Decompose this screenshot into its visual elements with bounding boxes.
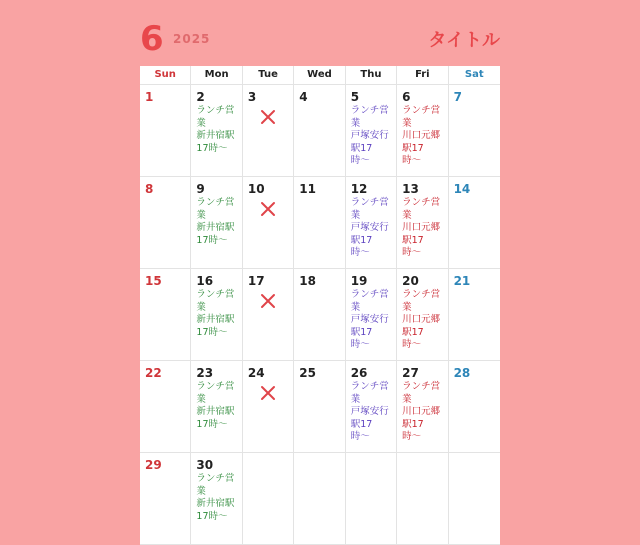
event-text: 川口元郷 xyxy=(402,222,441,233)
week-row xyxy=(140,361,500,453)
day-cell xyxy=(294,177,345,268)
event-text: 業 xyxy=(350,393,361,405)
event-text: 駅17 xyxy=(402,142,424,154)
day-cell xyxy=(397,177,448,268)
event-text: 17時〜 xyxy=(196,234,228,246)
x-mark-icon xyxy=(260,385,276,401)
event-text: 時〜 xyxy=(402,339,422,350)
calendar-grid xyxy=(140,66,500,545)
day-cell xyxy=(346,85,397,176)
event-text: 時〜 xyxy=(350,339,370,350)
day-number: 28 xyxy=(453,366,471,380)
event-text: ランチ営 xyxy=(196,105,235,116)
day-number: 18 xyxy=(299,274,316,288)
event-text: 業 xyxy=(196,485,206,497)
event-text: 業 xyxy=(350,117,361,129)
day-cell xyxy=(294,269,345,360)
day-number: 27 xyxy=(402,366,419,380)
week-row xyxy=(140,453,500,545)
day-cell xyxy=(243,361,294,452)
event-text: 時〜 xyxy=(350,431,370,442)
event-text: 時〜 xyxy=(402,431,422,442)
day-cell xyxy=(191,269,242,360)
day-cell xyxy=(191,85,242,176)
event-text: 業 xyxy=(402,301,412,313)
event-text: 駅17 xyxy=(350,142,373,154)
x-mark-icon xyxy=(260,293,276,309)
weekday-thu: Thu xyxy=(346,66,397,84)
day-number: 14 xyxy=(453,182,471,196)
day-number: 24 xyxy=(247,366,265,380)
day-cell xyxy=(346,177,397,268)
event-text: ランチ営 xyxy=(402,197,441,208)
day-cell xyxy=(449,453,500,544)
weekday-header-row xyxy=(140,66,500,85)
event-text: 業 xyxy=(196,393,206,405)
event-text: 業 xyxy=(350,301,361,313)
day-cell xyxy=(294,361,345,452)
event-text: 戸塚安行 xyxy=(350,406,389,417)
day-cell xyxy=(449,361,500,452)
week-row xyxy=(140,85,500,177)
event-text: 駅17 xyxy=(402,418,424,430)
day-cell xyxy=(140,85,191,176)
page-title: タイトル xyxy=(428,30,500,51)
event-text: ランチ営 xyxy=(196,289,235,300)
event-text: 時〜 xyxy=(402,155,422,166)
week-row xyxy=(140,177,500,269)
event-text: ランチ営 xyxy=(196,381,235,392)
event-text: 川口元郷 xyxy=(402,406,441,417)
day-cell xyxy=(140,269,191,360)
x-mark-icon xyxy=(260,109,276,125)
day-number: 9 xyxy=(196,182,205,196)
event-text: 新井宿駅 xyxy=(196,222,235,233)
event-text: 業 xyxy=(350,209,361,221)
year-label: 2025 xyxy=(173,32,211,46)
day-cell xyxy=(140,361,191,452)
weekday-fri: Fri xyxy=(397,66,448,84)
day-number: 10 xyxy=(247,182,265,196)
day-cell xyxy=(449,269,500,360)
day-number: 16 xyxy=(196,274,214,288)
event-text: 業 xyxy=(402,209,412,221)
event-text: 時〜 xyxy=(350,155,370,166)
event-text: ランチ営 xyxy=(402,381,441,392)
day-cell xyxy=(449,177,500,268)
day-number: 15 xyxy=(145,274,162,288)
day-cell xyxy=(243,453,294,544)
event-text: 駅17 xyxy=(350,418,373,430)
event-text: 業 xyxy=(402,117,412,129)
day-number: 25 xyxy=(299,366,316,380)
week-row xyxy=(140,269,500,361)
day-number: 2 xyxy=(196,90,205,104)
event-text: 駅17 xyxy=(350,234,373,246)
day-cell xyxy=(140,453,191,544)
weekday-sat: Sat xyxy=(464,69,484,80)
event-text: 新井宿駅 xyxy=(196,498,235,509)
weekday-sun: Sun xyxy=(140,66,191,84)
event-text: 戸塚安行 xyxy=(350,314,389,325)
event-text: 新井宿駅 xyxy=(196,314,235,325)
day-number: 20 xyxy=(402,274,419,288)
day-cell xyxy=(397,85,448,176)
event-text: 駅17 xyxy=(402,234,424,246)
day-cell xyxy=(243,177,294,268)
event-text: 業 xyxy=(196,117,206,129)
day-cell xyxy=(346,453,397,544)
day-number: 3 xyxy=(247,90,257,104)
event-text: 新井宿駅 xyxy=(196,130,235,141)
event-text: 業 xyxy=(196,301,206,313)
day-cell xyxy=(449,85,500,176)
day-number: 4 xyxy=(299,90,308,104)
event-text: 17時〜 xyxy=(196,418,228,430)
day-cell xyxy=(191,361,242,452)
x-mark-icon xyxy=(260,201,276,217)
day-cell xyxy=(243,85,294,176)
day-cell xyxy=(397,453,448,544)
event-text: ランチ営 xyxy=(350,289,389,300)
day-number: 11 xyxy=(299,182,316,196)
event-text: 戸塚安行 xyxy=(350,130,389,141)
event-text: 駅17 xyxy=(402,326,424,338)
day-cell xyxy=(346,361,397,452)
event-text: ランチ営 xyxy=(350,197,389,208)
event-text: ランチ営 xyxy=(402,289,441,300)
event-text: ランチ営 xyxy=(196,473,235,484)
event-text: ランチ営 xyxy=(196,197,235,208)
day-number: 12 xyxy=(350,182,368,196)
day-cell xyxy=(346,269,397,360)
day-number: 7 xyxy=(453,90,462,104)
event-text: ランチ営 xyxy=(350,105,389,116)
day-number: 17 xyxy=(247,274,265,288)
day-cell xyxy=(140,177,191,268)
calendar-header xyxy=(140,18,500,62)
event-text: ランチ営 xyxy=(350,381,389,392)
day-cell xyxy=(243,269,294,360)
day-number: 29 xyxy=(145,458,162,472)
day-cell xyxy=(294,85,345,176)
weekday-wed: Wed xyxy=(294,66,345,84)
event-text: 17時〜 xyxy=(196,326,228,338)
day-number: 22 xyxy=(145,366,162,380)
event-text: 川口元郷 xyxy=(402,130,441,141)
event-text: 戸塚安行 xyxy=(350,222,389,233)
event-text: 時〜 xyxy=(402,247,422,258)
event-text: ランチ営 xyxy=(402,105,441,116)
day-number: 5 xyxy=(350,90,360,104)
day-cell xyxy=(397,361,448,452)
day-number: 1 xyxy=(145,90,154,104)
day-number: 21 xyxy=(453,274,471,288)
day-number: 30 xyxy=(196,458,214,472)
day-number: 19 xyxy=(350,274,368,288)
day-number: 13 xyxy=(402,182,419,196)
day-number: 8 xyxy=(145,182,154,196)
event-text: 新井宿駅 xyxy=(196,406,235,417)
month-number: 6 xyxy=(140,19,164,59)
day-number: 26 xyxy=(350,366,368,380)
weekday-mon: Mon xyxy=(191,66,242,84)
event-text: 時〜 xyxy=(350,247,370,258)
event-text: 17時〜 xyxy=(196,142,228,154)
event-text: 川口元郷 xyxy=(402,314,441,325)
day-cell xyxy=(191,453,242,544)
event-text: 駅17 xyxy=(350,326,373,338)
day-cell xyxy=(397,269,448,360)
day-cell xyxy=(191,177,242,268)
event-text: 業 xyxy=(402,393,412,405)
event-text: 17時〜 xyxy=(196,510,228,522)
weekday-tue: Tue xyxy=(243,66,294,84)
day-number: 6 xyxy=(402,90,411,104)
day-cell xyxy=(294,453,345,544)
day-number: 23 xyxy=(196,366,214,380)
event-text: 業 xyxy=(196,209,206,221)
